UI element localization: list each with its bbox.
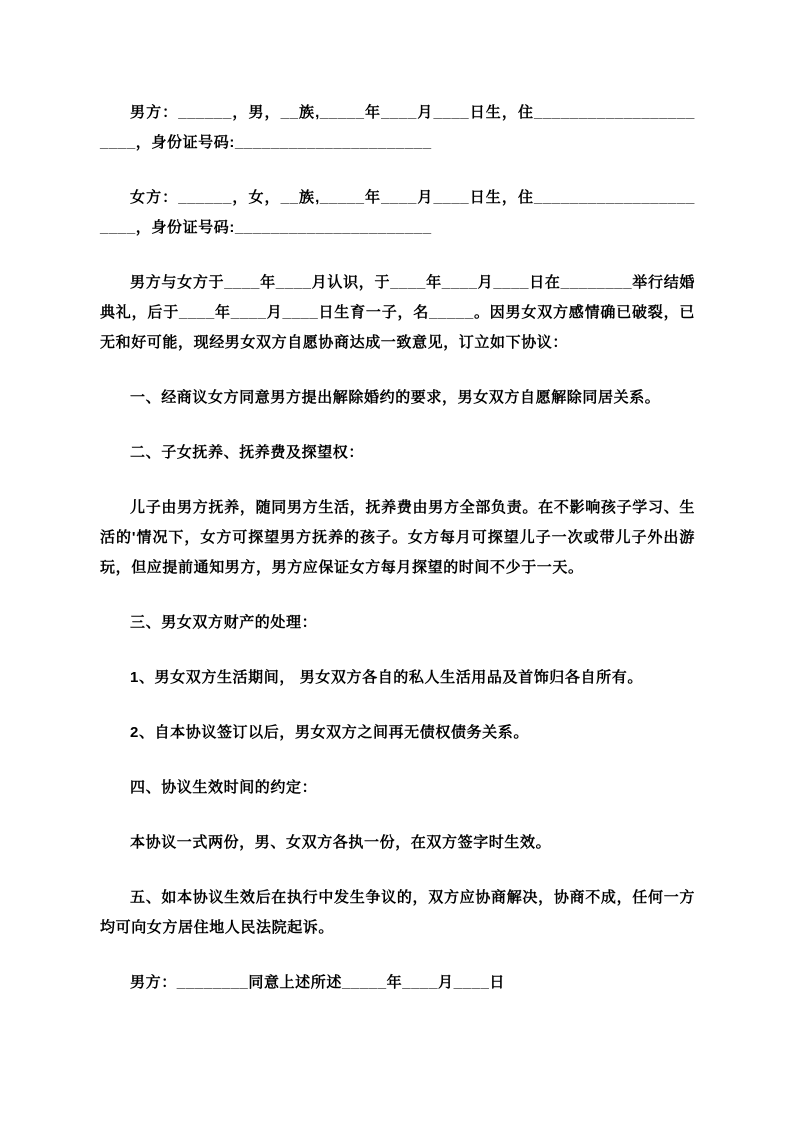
paragraph-clause-5: 五、如本协议生效后在执行中发生争议的，双方应协商解决，协商不成，任何一方均可向女方居住地人民法院起诉。 <box>100 889 695 936</box>
paragraph-clause-3-item-2: 2、自本协议签订以后，男女双方之间再无债权债务关系。 <box>130 724 529 741</box>
paragraph-clause-2-heading: 二、子女抚养、抚养费及探望权： <box>130 444 365 461</box>
paragraph-signature-line: 男方：________同意上述所述_____年____月____日 <box>130 974 505 991</box>
paragraph-clause-4-heading: 四、协议生效时间的约定： <box>130 779 318 796</box>
paragraph-party-female-info: 女方：______，女，__族,_____年____月____日生，住______________________，身份证号码:______________________ <box>100 189 695 236</box>
paragraph-clause-1: 一、经商议女方同意男方提出解除婚约的要求，男女双方自愿解除同居关系。 <box>130 389 661 406</box>
paragraph-party-male-info: 男方：______，男，__族,_____年____月____日生，住______________________，身份证号码:______________________ <box>100 104 695 151</box>
paragraph-preamble: 男方与女方于____年____月认识，于____年____月____日在________举行结婚典礼，后于____年____月____日生育一子，名_____。因男女双方感情确已破裂，已无和好可能，现经男女双方自愿协商达成一致意见，订立如下协议： <box>100 274 695 351</box>
paragraph-clause-3-heading: 三、男女双方财产的处理： <box>130 614 318 631</box>
paragraph-clause-4-body: 本协议一式两份，男、女双方各执一份，在双方签字时生效。 <box>130 834 552 851</box>
paragraph-clause-2-body: 儿子由男方抚养，随同男方生活，抚养费由男方全部负责。在不影响孩子学习、生活的'情况下，女方可探望男方抚养的孩子。女方每月可探望儿子一次或带儿子外出游玩，但应提前通知男方，男方应保证女方每月探望的时间不少于一天。 <box>100 499 695 576</box>
paragraph-clause-3-item-1: 1、男女双方生活期间， 男女双方各自的私人生活用品及首饰归各自所有。 <box>130 669 643 686</box>
